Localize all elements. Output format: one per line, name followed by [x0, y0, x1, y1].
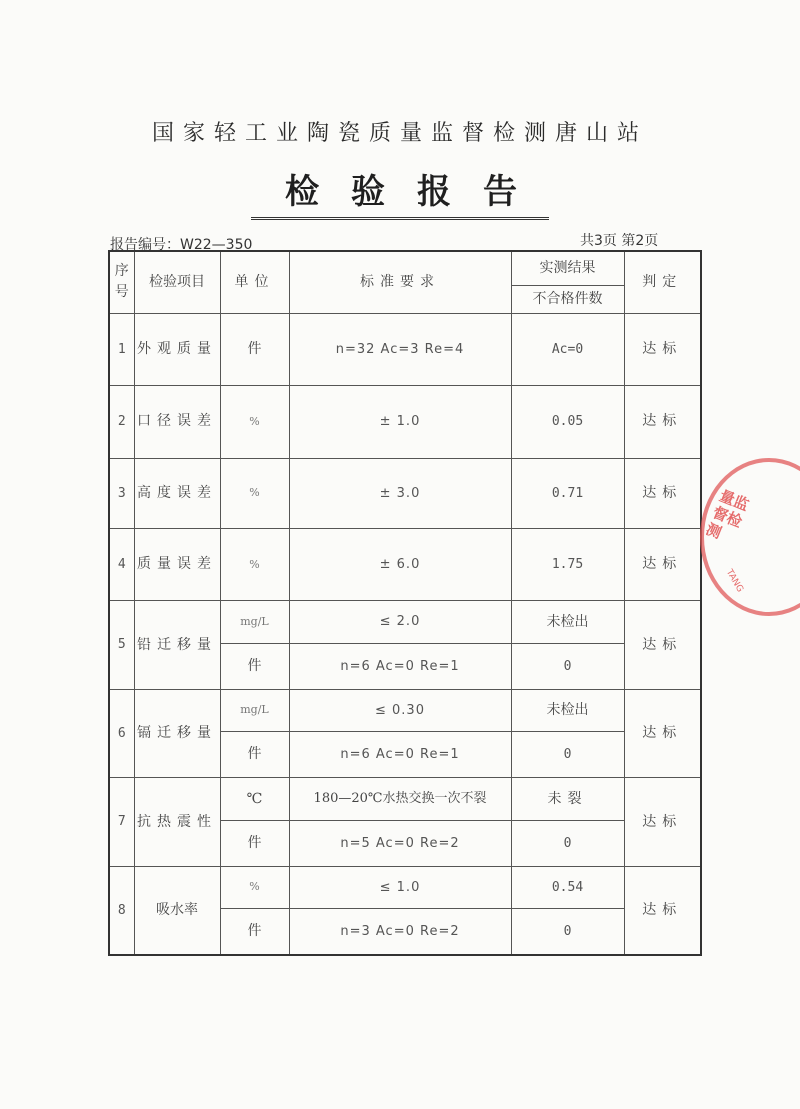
row-standard: n=6 Ac=0 Re=1 [289, 643, 511, 689]
row-result: 0 [511, 732, 624, 778]
row-item: 镉迁移量 [134, 689, 220, 777]
row-result: 0 [511, 909, 624, 955]
row-item: 铅迁移量 [134, 601, 220, 689]
row-standard: 180—20℃水热交换一次不裂 [289, 778, 511, 820]
row-judgement: 达标 [624, 529, 701, 601]
row-unit: % [220, 866, 289, 908]
header-seq: 序号 [109, 251, 134, 313]
row-judgement: 达标 [624, 386, 701, 458]
report-title-wrap [0, 164, 800, 220]
row-judgement: 达标 [624, 458, 701, 528]
row-item: 外观质量 [134, 313, 220, 385]
table-row [109, 386, 701, 458]
table-row [109, 601, 701, 643]
row-result: 未裂 [511, 778, 624, 820]
row-unit: ℃ [220, 778, 289, 820]
row-result: 0 [511, 820, 624, 866]
header-unit: 单位 [220, 251, 289, 313]
row-judgement: 达标 [624, 689, 701, 777]
header-result: 实测结果 [511, 251, 624, 285]
table-row [109, 529, 701, 601]
inspection-table [108, 250, 702, 956]
row-judgement: 达标 [624, 601, 701, 689]
row-standard: ± 1.0 [289, 386, 511, 458]
row-standard: ± 3.0 [289, 458, 511, 528]
row-number: 6 [109, 689, 134, 777]
row-standard: n=6 Ac=0 Re=1 [289, 732, 511, 778]
organization-name: 国家轻工业陶瓷质量监督检测唐山站 [151, 121, 648, 146]
row-item: 抗热震性 [134, 778, 220, 866]
row-unit: % [220, 386, 289, 458]
row-number: 1 [109, 313, 134, 385]
table-row [109, 778, 701, 820]
header-result-sub: 不合格件数 [511, 285, 624, 313]
row-unit: % [220, 458, 289, 528]
row-result: 0.71 [511, 458, 624, 528]
row-unit: 件 [220, 820, 289, 866]
row-number: 5 [109, 601, 134, 689]
header-item: 检验项目 [134, 251, 220, 313]
row-number: 7 [109, 778, 134, 866]
row-unit: 件 [220, 732, 289, 778]
row-number: 2 [109, 386, 134, 458]
row-standard: ± 6.0 [289, 529, 511, 601]
row-result: 0 [511, 643, 624, 689]
row-result: Ac=0 [511, 313, 624, 385]
row-standard: n=3 Ac=0 Re=2 [289, 909, 511, 955]
header-standard: 标准要求 [289, 251, 511, 313]
row-result: 未检出 [511, 689, 624, 731]
report-number: 报告编号：W22—350 [110, 237, 253, 253]
row-result: 未检出 [511, 601, 624, 643]
seal-text: 量监督检测 [703, 486, 752, 543]
row-unit: 件 [220, 643, 289, 689]
row-standard: ≤ 1.0 [289, 866, 511, 908]
row-unit: 件 [220, 909, 289, 955]
row-item: 口径误差 [134, 386, 220, 458]
row-result: 1.75 [511, 529, 624, 601]
row-standard: n=5 Ac=0 Re=2 [289, 820, 511, 866]
table-row [109, 313, 701, 385]
seal-subtext: TANG [723, 567, 745, 595]
row-number: 8 [109, 866, 134, 955]
row-standard: n=32 Ac=3 Re=4 [289, 313, 511, 385]
row-unit: % [220, 529, 289, 601]
row-unit: 件 [220, 313, 289, 385]
table-row [109, 458, 701, 528]
row-number: 4 [109, 529, 134, 601]
row-judgement: 达标 [624, 866, 701, 955]
row-result: 0.05 [511, 386, 624, 458]
page-info: 共3页 第2页 [580, 233, 659, 249]
row-item: 高度误差 [134, 458, 220, 528]
header-judgement: 判定 [624, 251, 701, 313]
table-row [109, 866, 701, 908]
row-judgement: 达标 [624, 313, 701, 385]
row-number: 3 [109, 458, 134, 528]
row-unit: mg/L [220, 601, 289, 643]
report-title: 检验报告 [251, 164, 549, 220]
row-item: 质量误差 [134, 529, 220, 601]
row-standard: ≤ 2.0 [289, 601, 511, 643]
row-item: 吸水率 [134, 866, 220, 955]
table-row [109, 689, 701, 731]
row-unit: mg/L [220, 689, 289, 731]
row-standard: ≤ 0.30 [289, 689, 511, 731]
row-result: 0.54 [511, 866, 624, 908]
row-judgement: 达标 [624, 778, 701, 866]
